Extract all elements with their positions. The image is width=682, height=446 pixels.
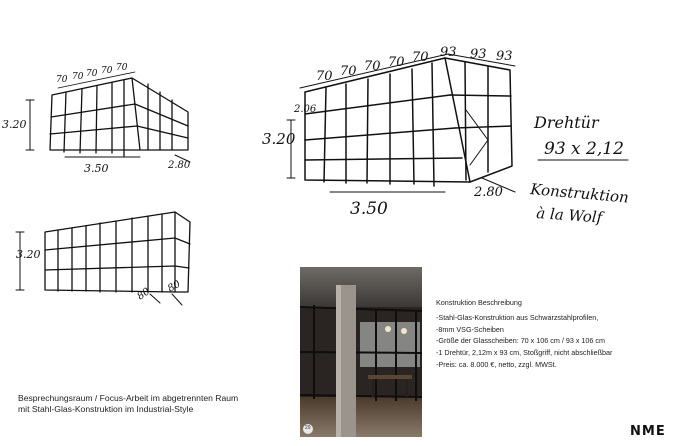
s1-top-label: 70: [72, 72, 84, 82]
description-item: -8mm VSG-Scheiben: [436, 324, 504, 334]
interior-photo-image: [300, 267, 422, 437]
s3-height-label: 3.20: [262, 130, 296, 148]
s1-top-label: 70: [86, 69, 98, 79]
s3-top-label: 93: [470, 47, 487, 62]
s1-depth-label: 2.80: [168, 160, 191, 171]
s2-height-label: 3.20: [16, 248, 41, 261]
description-title: Konstruktion Beschreibung: [436, 298, 522, 307]
sketch-1: [26, 72, 190, 162]
sketch-3-labels: [262, 45, 513, 219]
s3-depth-label: 2.80: [474, 185, 503, 200]
description-item: -Preis: ca. 8.000 €, netto, zzgl. MWSt.: [436, 359, 557, 369]
interior-photo: [300, 267, 422, 437]
s2-depth-label: 80: [166, 278, 183, 295]
s1-top-label: 70: [101, 66, 113, 76]
construction-note-1: Konstruktion: [529, 180, 630, 207]
s1-width-label: 3.50: [84, 162, 109, 175]
page-caption: [18, 393, 238, 415]
s3-top-label: 93: [496, 49, 513, 64]
s1-top-label: 70: [116, 63, 128, 73]
s3-top-label: 93: [440, 45, 457, 60]
caption-line-2: mit Stahl-Glas-Konstruktion im Industrial-Style: [18, 404, 194, 414]
s3-top-label: 70: [412, 50, 429, 65]
description-item: -Stahl-Glas-Konstruktion aus Schwarzstahlprofilen,: [436, 312, 599, 322]
s2-depth-label: 80: [135, 286, 153, 303]
photo-badge: 29: [305, 425, 311, 431]
description-item: -1 Drehtür, 2,12m x 93 cm, Stoßgriff, nicht abschließbar: [436, 348, 613, 358]
description-item: -Größe der Glasscheiben: 70 x 106 cm / 93 x 106 cm: [436, 336, 605, 346]
s3-top-label: 70: [340, 64, 357, 79]
door-note-size: 93 x 2,12: [544, 139, 624, 159]
brand-logo: NME: [630, 424, 666, 439]
s3-top-label: 70: [388, 55, 405, 70]
s3-small-label: 2.06: [294, 104, 317, 115]
s3-top-label: 70: [316, 69, 333, 84]
s1-top-label: 70: [56, 75, 68, 85]
construction-description: [436, 297, 676, 371]
door-note-title: Drehtür: [534, 113, 599, 132]
sketch-2: [16, 212, 190, 305]
s3-top-label: 70: [364, 59, 381, 74]
s3-width-label: 3.50: [350, 199, 388, 219]
handwritten-notes: [529, 113, 630, 227]
s1-height-label: 3.20: [2, 118, 27, 131]
caption-line-1: Besprechungsraum / Focus-Arbeit im abgetrennten Raum: [18, 393, 239, 403]
construction-note-2: à la Wolf: [535, 204, 603, 227]
